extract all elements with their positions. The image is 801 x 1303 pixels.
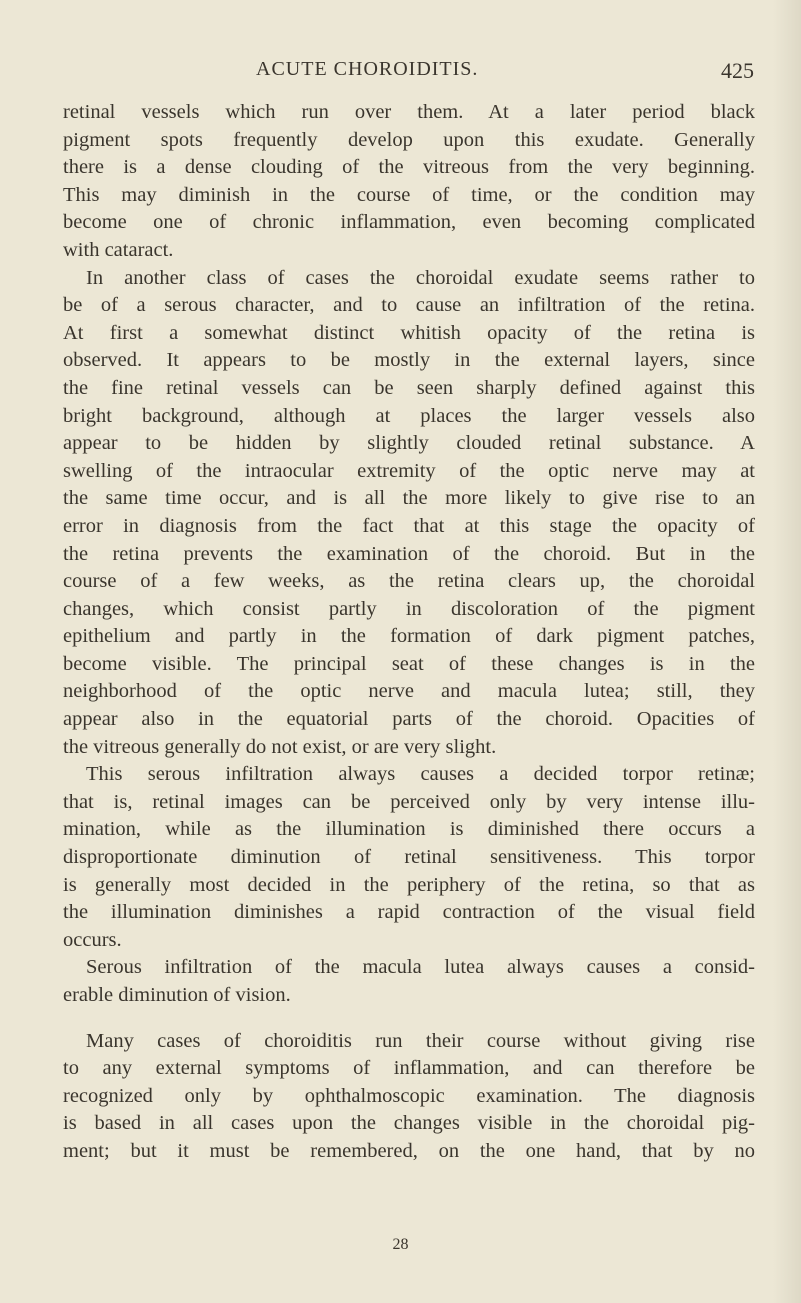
- text-line: ment; but it must be remembered, on the one hand, that by no: [63, 1139, 755, 1162]
- text-line: changes, which consist partly in discoloration of the pigment: [63, 597, 755, 620]
- text-line: with cataract.: [63, 238, 174, 261]
- text-line: mination, while as the illumination is diminished there occurs a: [63, 818, 755, 841]
- text-line: recognized only by ophthalmoscopic examination. The diagnosis: [63, 1084, 755, 1107]
- text-line: appear to be hidden by slightly clouded retinal substance. A: [63, 432, 755, 455]
- text-line: become one of chronic inflammation, even becoming complicated: [63, 211, 755, 234]
- text-line: observed. It appears to be mostly in the external layers, since: [63, 349, 755, 372]
- text-line: the illumination diminishes a rapid contraction of the visual field: [63, 901, 755, 924]
- text-line: be of a serous character, and to cause an infiltration of the retina.: [63, 294, 755, 317]
- text-line: In another class of cases the choroidal exudate seems rather to: [86, 266, 755, 289]
- text-line: erable diminution of vision.: [63, 984, 291, 1006]
- text-line: Many cases of choroiditis run their course without giving rise: [86, 1029, 755, 1052]
- text-line: pigment spots frequently develop upon this exudate. Generally: [63, 128, 755, 151]
- text-line: error in diagnosis from the fact that at this stage the opacity of: [63, 514, 755, 537]
- text-line: to any external symptoms of inflammation, and can therefore be: [63, 1057, 755, 1080]
- text-line: This may diminish in the course of time, or the condition may: [63, 183, 755, 206]
- text-line: become visible. The principal seat of these changes is in the: [63, 652, 755, 675]
- paragraph: [63, 265, 755, 762]
- text-line: is based in all cases upon the changes visible in the choroidal pig-: [63, 1112, 755, 1135]
- text-line: appear also in the equatorial parts of the choroid. Opacities of: [63, 708, 755, 731]
- text-line: the fine retinal vessels can be seen sharply defined against this: [63, 376, 755, 399]
- text-line: bright background, although at places the larger vessels also: [63, 404, 755, 427]
- section-gap: [63, 1010, 755, 1028]
- paragraph: [63, 99, 755, 265]
- text-line: Serous infiltration of the macula lutea always causes a consid-: [86, 956, 755, 979]
- text-line: the retina prevents the examination of the choroid. But in the: [63, 542, 755, 565]
- paragraph: [63, 761, 755, 954]
- text-line: the same time occur, and is all the more likely to give rise to an: [63, 487, 755, 510]
- page-edge-shadow: [773, 0, 801, 1303]
- signature-mark: 28: [392, 1236, 409, 1253]
- text-line: swelling of the intraocular extremity of the optic nerve may at: [63, 459, 755, 482]
- text-line: At first a somewhat distinct whitish opacity of the retina is: [63, 321, 755, 344]
- body-text: [63, 99, 755, 1166]
- text-line: there is a dense clouding of the vitreous from the very beginning.: [63, 156, 755, 179]
- running-head: ACUTE CHOROIDITIS.: [256, 58, 479, 80]
- text-line: disproportionate diminution of retinal sensitiveness. This torpor: [63, 846, 755, 869]
- text-line: retinal vessels which run over them. At a later period black: [63, 101, 755, 123]
- text-line: neighborhood of the optic nerve and macula lutea; still, they: [63, 680, 755, 703]
- text-line: is generally most decided in the periphery of the retina, so that as: [63, 873, 755, 896]
- paragraph: [63, 1028, 755, 1166]
- text-line: that is, retinal images can be perceived only by very intense illu-: [63, 790, 755, 813]
- text-line: course of a few weeks, as the retina clears up, the choroidal: [63, 570, 755, 593]
- text-line: This serous infiltration always causes a decided torpor retinæ;: [86, 763, 755, 786]
- page-header: [256, 58, 754, 88]
- text-line: the vitreous generally do not exist, or are very slight.: [63, 735, 497, 758]
- text-line: epithelium and partly in the formation of dark pigment patches,: [63, 625, 755, 648]
- paragraph: [63, 954, 755, 1009]
- page-number: 425: [721, 58, 754, 83]
- text-line: occurs.: [63, 928, 122, 951]
